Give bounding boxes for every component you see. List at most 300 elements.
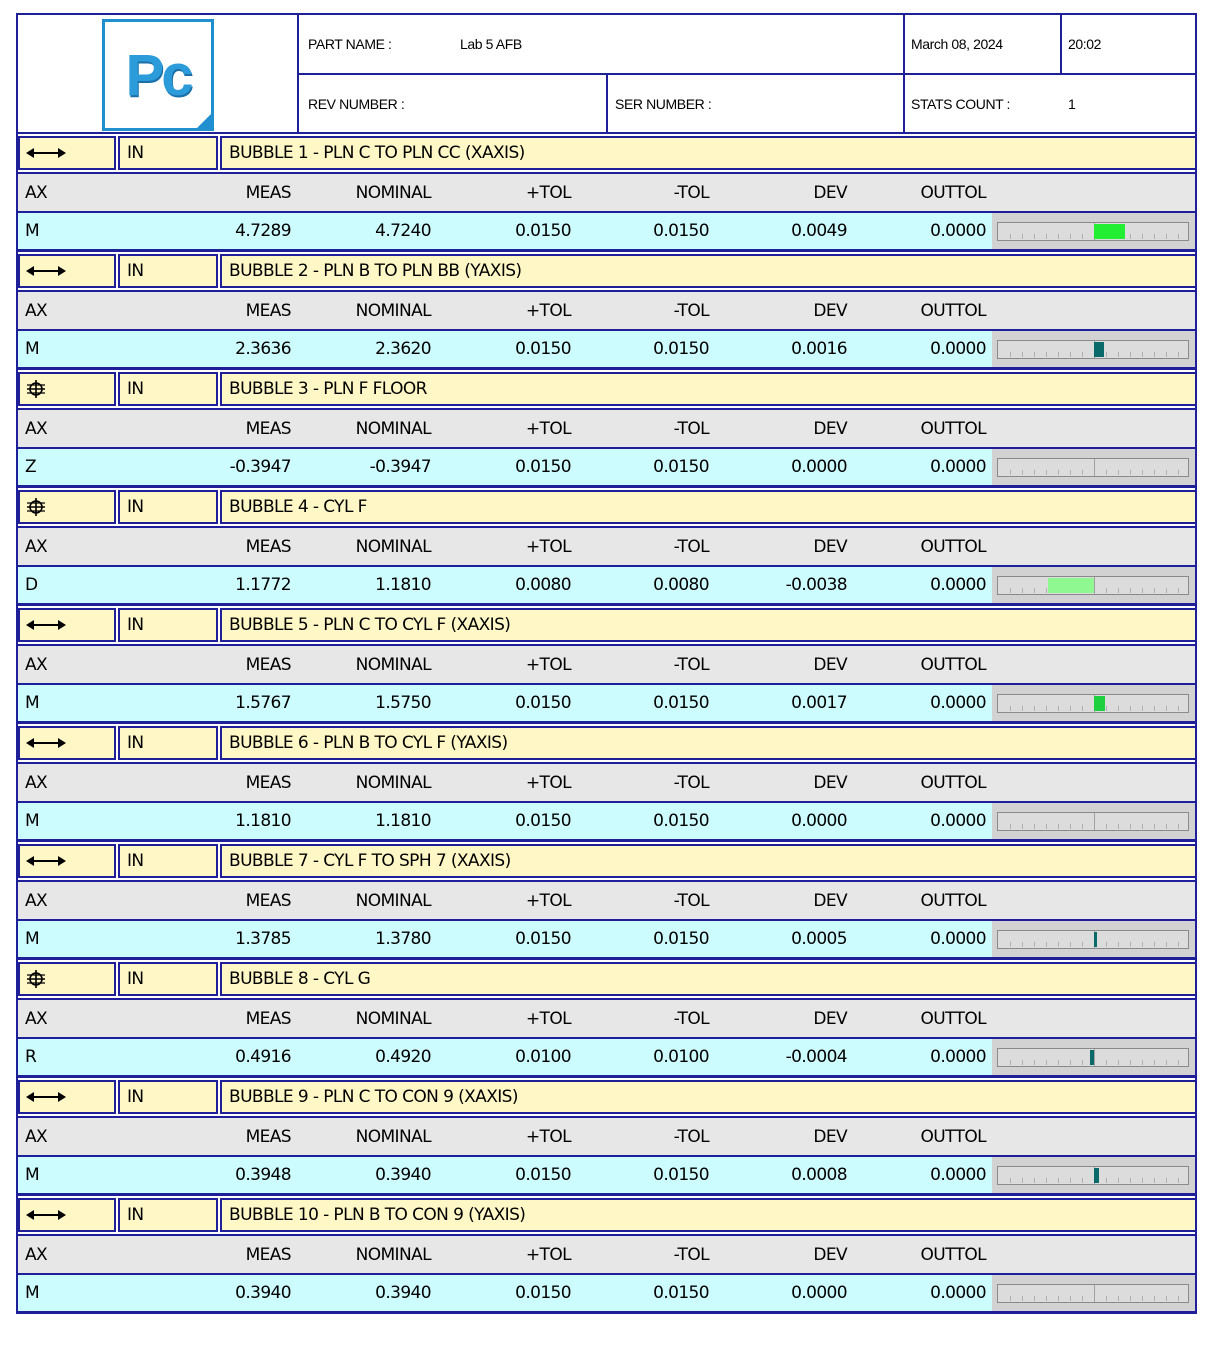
gauge-tick (1010, 824, 1011, 829)
gauge-tick (1154, 234, 1155, 239)
gauge-track (997, 458, 1189, 477)
gauge-tick (1010, 1060, 1011, 1065)
position-grid-icon (26, 969, 46, 989)
gauge-tick (1142, 470, 1143, 475)
units-label: IN (127, 497, 144, 517)
col-plus-tol-header: +TOL (525, 1244, 571, 1265)
outtol-value: 0.0000 (930, 929, 986, 949)
gauge-center-line (1094, 813, 1095, 830)
report-time: 20:02 (1068, 36, 1102, 52)
axis-value: M (25, 1283, 40, 1303)
dev-value: 0.0008 (791, 1165, 847, 1185)
arrow-horizontal-icon (26, 855, 66, 867)
col-ax-header: AX (25, 1126, 48, 1147)
deviation-gauge (992, 449, 1195, 485)
gauge-tick (1130, 588, 1131, 593)
feature-type-cell (18, 254, 116, 288)
col-ax-header: AX (25, 536, 48, 557)
gauge-tick (1010, 1178, 1011, 1183)
gauge-tick (1166, 588, 1167, 593)
col-plus-tol-header: +TOL (525, 1008, 571, 1029)
arrow-horizontal-icon (26, 265, 66, 277)
gauge-tick (1154, 942, 1155, 947)
gauge-tick (1034, 1178, 1035, 1183)
measurement-row (16, 1157, 1197, 1196)
col-outtol-header: OUTTOL (920, 1008, 986, 1029)
arrow-horizontal-icon (26, 737, 66, 749)
feature-title-row (16, 1196, 1197, 1236)
col-minus-tol-header: -TOL (673, 890, 709, 911)
units-label: IN (127, 1087, 144, 1107)
units-cell (118, 254, 218, 288)
gauge-tick (1058, 706, 1059, 711)
minus-tol-value: 0.0150 (653, 1165, 709, 1185)
gauge-tick (1070, 1178, 1071, 1183)
dev-value: -0.0004 (785, 1047, 847, 1067)
feature-type-cell (18, 1080, 116, 1114)
rev-number-label: REV NUMBER : (308, 95, 405, 112)
col-outtol-header: OUTTOL (920, 654, 986, 675)
feature-title-cell (220, 962, 1195, 996)
report-header (16, 13, 1197, 134)
minus-tol-value: 0.0150 (653, 811, 709, 831)
gauge-tick (1070, 824, 1071, 829)
gauge-tick (1130, 942, 1131, 947)
axis-value: M (25, 811, 40, 831)
gauge-tick (1106, 824, 1107, 829)
col-minus-tol-header: -TOL (673, 1244, 709, 1265)
feature-type-cell (18, 962, 116, 996)
outtol-value: 0.0000 (930, 339, 986, 359)
outtol-value: 0.0000 (930, 1165, 986, 1185)
part-name-label: PART NAME : (308, 36, 392, 52)
gauge-tick (1046, 352, 1047, 357)
gauge-tick (1070, 470, 1071, 475)
gauge-tick (1046, 234, 1047, 239)
minus-tol-value: 0.0150 (653, 339, 709, 359)
gauge-tick (1058, 234, 1059, 239)
feature-title-cell (220, 844, 1195, 878)
units-cell (118, 372, 218, 406)
col-meas-header: MEAS (245, 1008, 291, 1029)
gauge-tick (1022, 824, 1023, 829)
units-label: IN (127, 261, 144, 281)
gauge-tick (1130, 1296, 1131, 1301)
gauge-tick (1142, 1296, 1143, 1301)
feature-title-row (16, 252, 1197, 292)
gauge-tick (1058, 352, 1059, 357)
col-meas-header: MEAS (245, 300, 291, 321)
gauge-tick (1022, 470, 1023, 475)
gauge-tick (1046, 1296, 1047, 1301)
units-label: IN (127, 969, 144, 989)
feature-type-cell (18, 726, 116, 760)
axis-value: R (25, 1047, 37, 1067)
col-ax-header: AX (25, 890, 48, 911)
col-dev-header: DEV (813, 1126, 847, 1147)
gauge-track (997, 1166, 1189, 1185)
col-outtol-header: OUTTOL (920, 182, 986, 203)
gauge-tick (1142, 234, 1143, 239)
feature-title-row (16, 1078, 1197, 1118)
gauge-tick (1070, 706, 1071, 711)
gauge-tick (1118, 942, 1119, 947)
dev-value: 0.0000 (791, 1283, 847, 1303)
units-cell (118, 844, 218, 878)
deviation-gauge (992, 331, 1195, 367)
feature-block-4 (16, 488, 1197, 606)
gauge-tick (1082, 824, 1083, 829)
col-outtol-header: OUTTOL (920, 1244, 986, 1265)
gauge-tick (1034, 352, 1035, 357)
feature-type-cell (18, 372, 116, 406)
gauge-tick (1118, 706, 1119, 711)
meas-value: 1.3785 (235, 929, 291, 949)
gauge-tick (1142, 1060, 1143, 1065)
feature-title-cell (220, 254, 1195, 288)
gauge-tick (1142, 824, 1143, 829)
gauge-tick (1022, 942, 1023, 947)
deviation-gauge (992, 803, 1195, 839)
outtol-value: 0.0000 (930, 575, 986, 595)
gauge-tick (1058, 942, 1059, 947)
units-cell (118, 136, 218, 170)
dev-value: 0.0005 (791, 929, 847, 949)
gauge-tick (1166, 706, 1167, 711)
inspection-report (16, 13, 1197, 1314)
col-meas-header: MEAS (245, 182, 291, 203)
minus-tol-value: 0.0080 (653, 575, 709, 595)
col-dev-header: DEV (813, 536, 847, 557)
col-dev-header: DEV (813, 890, 847, 911)
gauge-tick (1178, 1060, 1179, 1065)
feature-title-cell (220, 726, 1195, 760)
col-meas-header: MEAS (245, 654, 291, 675)
col-nominal-header: NOMINAL (355, 1244, 431, 1265)
gauge-tick (1142, 588, 1143, 593)
gauge-tick (1034, 1296, 1035, 1301)
plus-tol-value: 0.0150 (515, 929, 571, 949)
gauge-tick (1010, 588, 1011, 593)
gauge-tick (1178, 824, 1179, 829)
report-date: March 08, 2024 (911, 36, 1003, 52)
col-nominal-header: NOMINAL (355, 1126, 431, 1147)
gauge-tick (1154, 706, 1155, 711)
units-label: IN (127, 143, 144, 163)
col-ax-header: AX (25, 1008, 48, 1029)
col-minus-tol-header: -TOL (673, 772, 709, 793)
gauge-center-line (1094, 1049, 1095, 1066)
deviation-bar (1094, 342, 1104, 357)
units-label: IN (127, 851, 144, 871)
dev-value: -0.0038 (785, 575, 847, 595)
column-header-row (16, 764, 1197, 803)
col-plus-tol-header: +TOL (525, 182, 571, 203)
measurement-row (16, 685, 1197, 724)
plus-tol-value: 0.0150 (515, 811, 571, 831)
gauge-tick (1130, 1060, 1131, 1065)
col-outtol-header: OUTTOL (920, 772, 986, 793)
gauge-tick (1178, 1296, 1179, 1301)
gauge-tick (1022, 1178, 1023, 1183)
gauge-tick (1106, 1178, 1107, 1183)
feature-title: BUBBLE 9 - PLN C TO CON 9 (XAXIS) (229, 1087, 518, 1107)
gauge-tick (1130, 824, 1131, 829)
gauge-tick (1034, 234, 1035, 239)
col-meas-header: MEAS (245, 418, 291, 439)
gauge-tick (1118, 1296, 1119, 1301)
gauge-tick (1046, 706, 1047, 711)
gauge-tick (1010, 234, 1011, 239)
col-dev-header: DEV (813, 182, 847, 203)
col-dev-header: DEV (813, 654, 847, 675)
gauge-tick (1142, 352, 1143, 357)
gauge-tick (1166, 470, 1167, 475)
col-dev-header: DEV (813, 1008, 847, 1029)
col-outtol-header: OUTTOL (920, 890, 986, 911)
gauge-tick (1046, 942, 1047, 947)
meas-value: 2.3636 (235, 339, 291, 359)
nominal-value: 1.1810 (375, 575, 431, 595)
units-cell (118, 490, 218, 524)
gauge-tick (1058, 824, 1059, 829)
col-plus-tol-header: +TOL (525, 654, 571, 675)
minus-tol-value: 0.0150 (653, 221, 709, 241)
minus-tol-value: 0.0150 (653, 1283, 709, 1303)
dev-value: 0.0049 (791, 221, 847, 241)
col-meas-header: MEAS (245, 536, 291, 557)
arrow-horizontal-icon (26, 147, 66, 159)
gauge-tick (1130, 470, 1131, 475)
meas-value: 1.1772 (235, 575, 291, 595)
feature-title-row (16, 370, 1197, 410)
gauge-tick (1046, 824, 1047, 829)
gauge-tick (1034, 588, 1035, 593)
col-meas-header: MEAS (245, 1126, 291, 1147)
gauge-tick (1154, 352, 1155, 357)
col-plus-tol-header: +TOL (525, 1126, 571, 1147)
gauge-track (997, 340, 1189, 359)
feature-title: BUBBLE 10 - PLN B TO CON 9 (YAXIS) (229, 1205, 526, 1225)
outtol-value: 0.0000 (930, 1047, 986, 1067)
feature-list (16, 134, 1197, 1314)
feature-title-row (16, 488, 1197, 528)
col-ax-header: AX (25, 772, 48, 793)
deviation-bar (1048, 578, 1094, 593)
col-minus-tol-header: -TOL (673, 1008, 709, 1029)
feature-title: BUBBLE 3 - PLN F FLOOR (229, 379, 427, 399)
gauge-tick (1178, 234, 1179, 239)
gauge-tick (1070, 352, 1071, 357)
gauge-tick (1070, 234, 1071, 239)
gauge-track (997, 812, 1189, 831)
gauge-tick (1010, 942, 1011, 947)
gauge-tick (1058, 1296, 1059, 1301)
gauge-tick (1142, 942, 1143, 947)
plus-tol-value: 0.0150 (515, 457, 571, 477)
dev-value: 0.0000 (791, 811, 847, 831)
feature-title: BUBBLE 6 - PLN B TO CYL F (YAXIS) (229, 733, 508, 753)
feature-block-8 (16, 960, 1197, 1078)
stats-count-label: STATS COUNT : (911, 95, 1011, 112)
column-header-row (16, 882, 1197, 921)
feature-block-6 (16, 724, 1197, 842)
feature-title-cell (220, 372, 1195, 406)
col-meas-header: MEAS (245, 772, 291, 793)
gauge-tick (1106, 352, 1107, 357)
gauge-tick (1058, 1178, 1059, 1183)
units-label: IN (127, 1205, 144, 1225)
gauge-tick (1130, 1178, 1131, 1183)
nominal-value: 4.7240 (375, 221, 431, 241)
gauge-tick (1010, 1296, 1011, 1301)
col-ax-header: AX (25, 418, 48, 439)
gauge-center-line (1094, 1285, 1095, 1302)
axis-value: M (25, 221, 40, 241)
part-name-value: Lab 5 AFB (460, 36, 522, 52)
gauge-tick (1082, 234, 1083, 239)
outtol-value: 0.0000 (930, 221, 986, 241)
col-nominal-header: NOMINAL (355, 1008, 431, 1029)
feature-title: BUBBLE 5 - PLN C TO CYL F (XAXIS) (229, 615, 511, 635)
axis-value: D (25, 575, 38, 595)
minus-tol-value: 0.0100 (653, 1047, 709, 1067)
gauge-tick (1022, 1060, 1023, 1065)
feature-title-row (16, 724, 1197, 764)
gauge-tick (1034, 942, 1035, 947)
col-ax-header: AX (25, 1244, 48, 1265)
feature-title: BUBBLE 8 - CYL G (229, 969, 371, 989)
col-outtol-header: OUTTOL (920, 536, 986, 557)
gauge-tick (1166, 824, 1167, 829)
gauge-tick (1166, 234, 1167, 239)
column-header-row (16, 646, 1197, 685)
measurement-row (16, 1275, 1197, 1314)
measurement-row (16, 921, 1197, 960)
gauge-tick (1106, 942, 1107, 947)
gauge-tick (1178, 352, 1179, 357)
feature-type-cell (18, 136, 116, 170)
outtol-value: 0.0000 (930, 457, 986, 477)
feature-block-7 (16, 842, 1197, 960)
gauge-tick (1142, 1178, 1143, 1183)
feature-title: BUBBLE 2 - PLN B TO PLN BB (YAXIS) (229, 261, 522, 281)
feature-type-cell (18, 490, 116, 524)
gauge-track (997, 930, 1189, 949)
gauge-center-line (1094, 577, 1095, 594)
gauge-tick (1154, 824, 1155, 829)
gauge-center-line (1094, 459, 1095, 476)
arrow-horizontal-icon (26, 619, 66, 631)
measurement-row (16, 567, 1197, 606)
gauge-track (997, 576, 1189, 595)
gauge-tick (1118, 1060, 1119, 1065)
minus-tol-value: 0.0150 (653, 457, 709, 477)
measurement-row (16, 213, 1197, 252)
meas-value: 0.3948 (235, 1165, 291, 1185)
nominal-value: 0.3940 (375, 1165, 431, 1185)
nominal-value: 0.3940 (375, 1283, 431, 1303)
gauge-tick (1082, 942, 1083, 947)
units-cell (118, 1198, 218, 1232)
gauge-tick (1070, 1296, 1071, 1301)
feature-title: BUBBLE 7 - CYL F TO SPH 7 (XAXIS) (229, 851, 511, 871)
gauge-tick (1034, 1060, 1035, 1065)
gauge-tick (1010, 352, 1011, 357)
gauge-tick (1070, 942, 1071, 947)
deviation-gauge (992, 213, 1195, 249)
gauge-tick (1058, 1060, 1059, 1065)
col-meas-header: MEAS (245, 1244, 291, 1265)
feature-title-row (16, 606, 1197, 646)
nominal-value: -0.3947 (369, 457, 431, 477)
measurement-row (16, 449, 1197, 488)
column-header-row (16, 1000, 1197, 1039)
col-minus-tol-header: -TOL (673, 1126, 709, 1147)
col-outtol-header: OUTTOL (920, 418, 986, 439)
meas-value: 4.7289 (235, 221, 291, 241)
gauge-tick (1082, 352, 1083, 357)
measurement-row (16, 803, 1197, 842)
feature-title-row (16, 842, 1197, 882)
nominal-value: 2.3620 (375, 339, 431, 359)
deviation-gauge (992, 685, 1195, 721)
col-plus-tol-header: +TOL (525, 772, 571, 793)
feature-title: BUBBLE 1 - PLN C TO PLN CC (XAXIS) (229, 143, 525, 163)
gauge-tick (1058, 470, 1059, 475)
gauge-tick (1106, 1060, 1107, 1065)
col-ax-header: AX (25, 300, 48, 321)
gauge-tick (1166, 1060, 1167, 1065)
axis-value: M (25, 1165, 40, 1185)
feature-type-cell (18, 844, 116, 878)
gauge-tick (1106, 706, 1107, 711)
col-nominal-header: NOMINAL (355, 182, 431, 203)
gauge-tick (1046, 588, 1047, 593)
col-nominal-header: NOMINAL (355, 536, 431, 557)
col-minus-tol-header: -TOL (673, 654, 709, 675)
feature-title-cell (220, 136, 1195, 170)
gauge-tick (1154, 1060, 1155, 1065)
gauge-tick (1034, 470, 1035, 475)
deviation-bar (1094, 224, 1125, 239)
col-plus-tol-header: +TOL (525, 418, 571, 439)
col-minus-tol-header: -TOL (673, 418, 709, 439)
gauge-track (997, 1284, 1189, 1303)
feature-title-cell (220, 1198, 1195, 1232)
units-label: IN (127, 733, 144, 753)
logo-text: Pc (125, 43, 191, 108)
plus-tol-value: 0.0150 (515, 221, 571, 241)
col-nominal-header: NOMINAL (355, 654, 431, 675)
position-grid-icon (26, 497, 46, 517)
gauge-tick (1166, 1296, 1167, 1301)
column-header-row (16, 174, 1197, 213)
axis-value: M (25, 929, 40, 949)
nominal-value: 1.1810 (375, 811, 431, 831)
col-ax-header: AX (25, 182, 48, 203)
col-minus-tol-header: -TOL (673, 182, 709, 203)
deviation-gauge (992, 1039, 1195, 1075)
gauge-tick (1130, 234, 1131, 239)
gauge-tick (1010, 706, 1011, 711)
gauge-tick (1118, 470, 1119, 475)
col-plus-tol-header: +TOL (525, 300, 571, 321)
col-plus-tol-header: +TOL (525, 890, 571, 911)
gauge-tick (1118, 824, 1119, 829)
col-dev-header: DEV (813, 418, 847, 439)
measurement-row (16, 331, 1197, 370)
